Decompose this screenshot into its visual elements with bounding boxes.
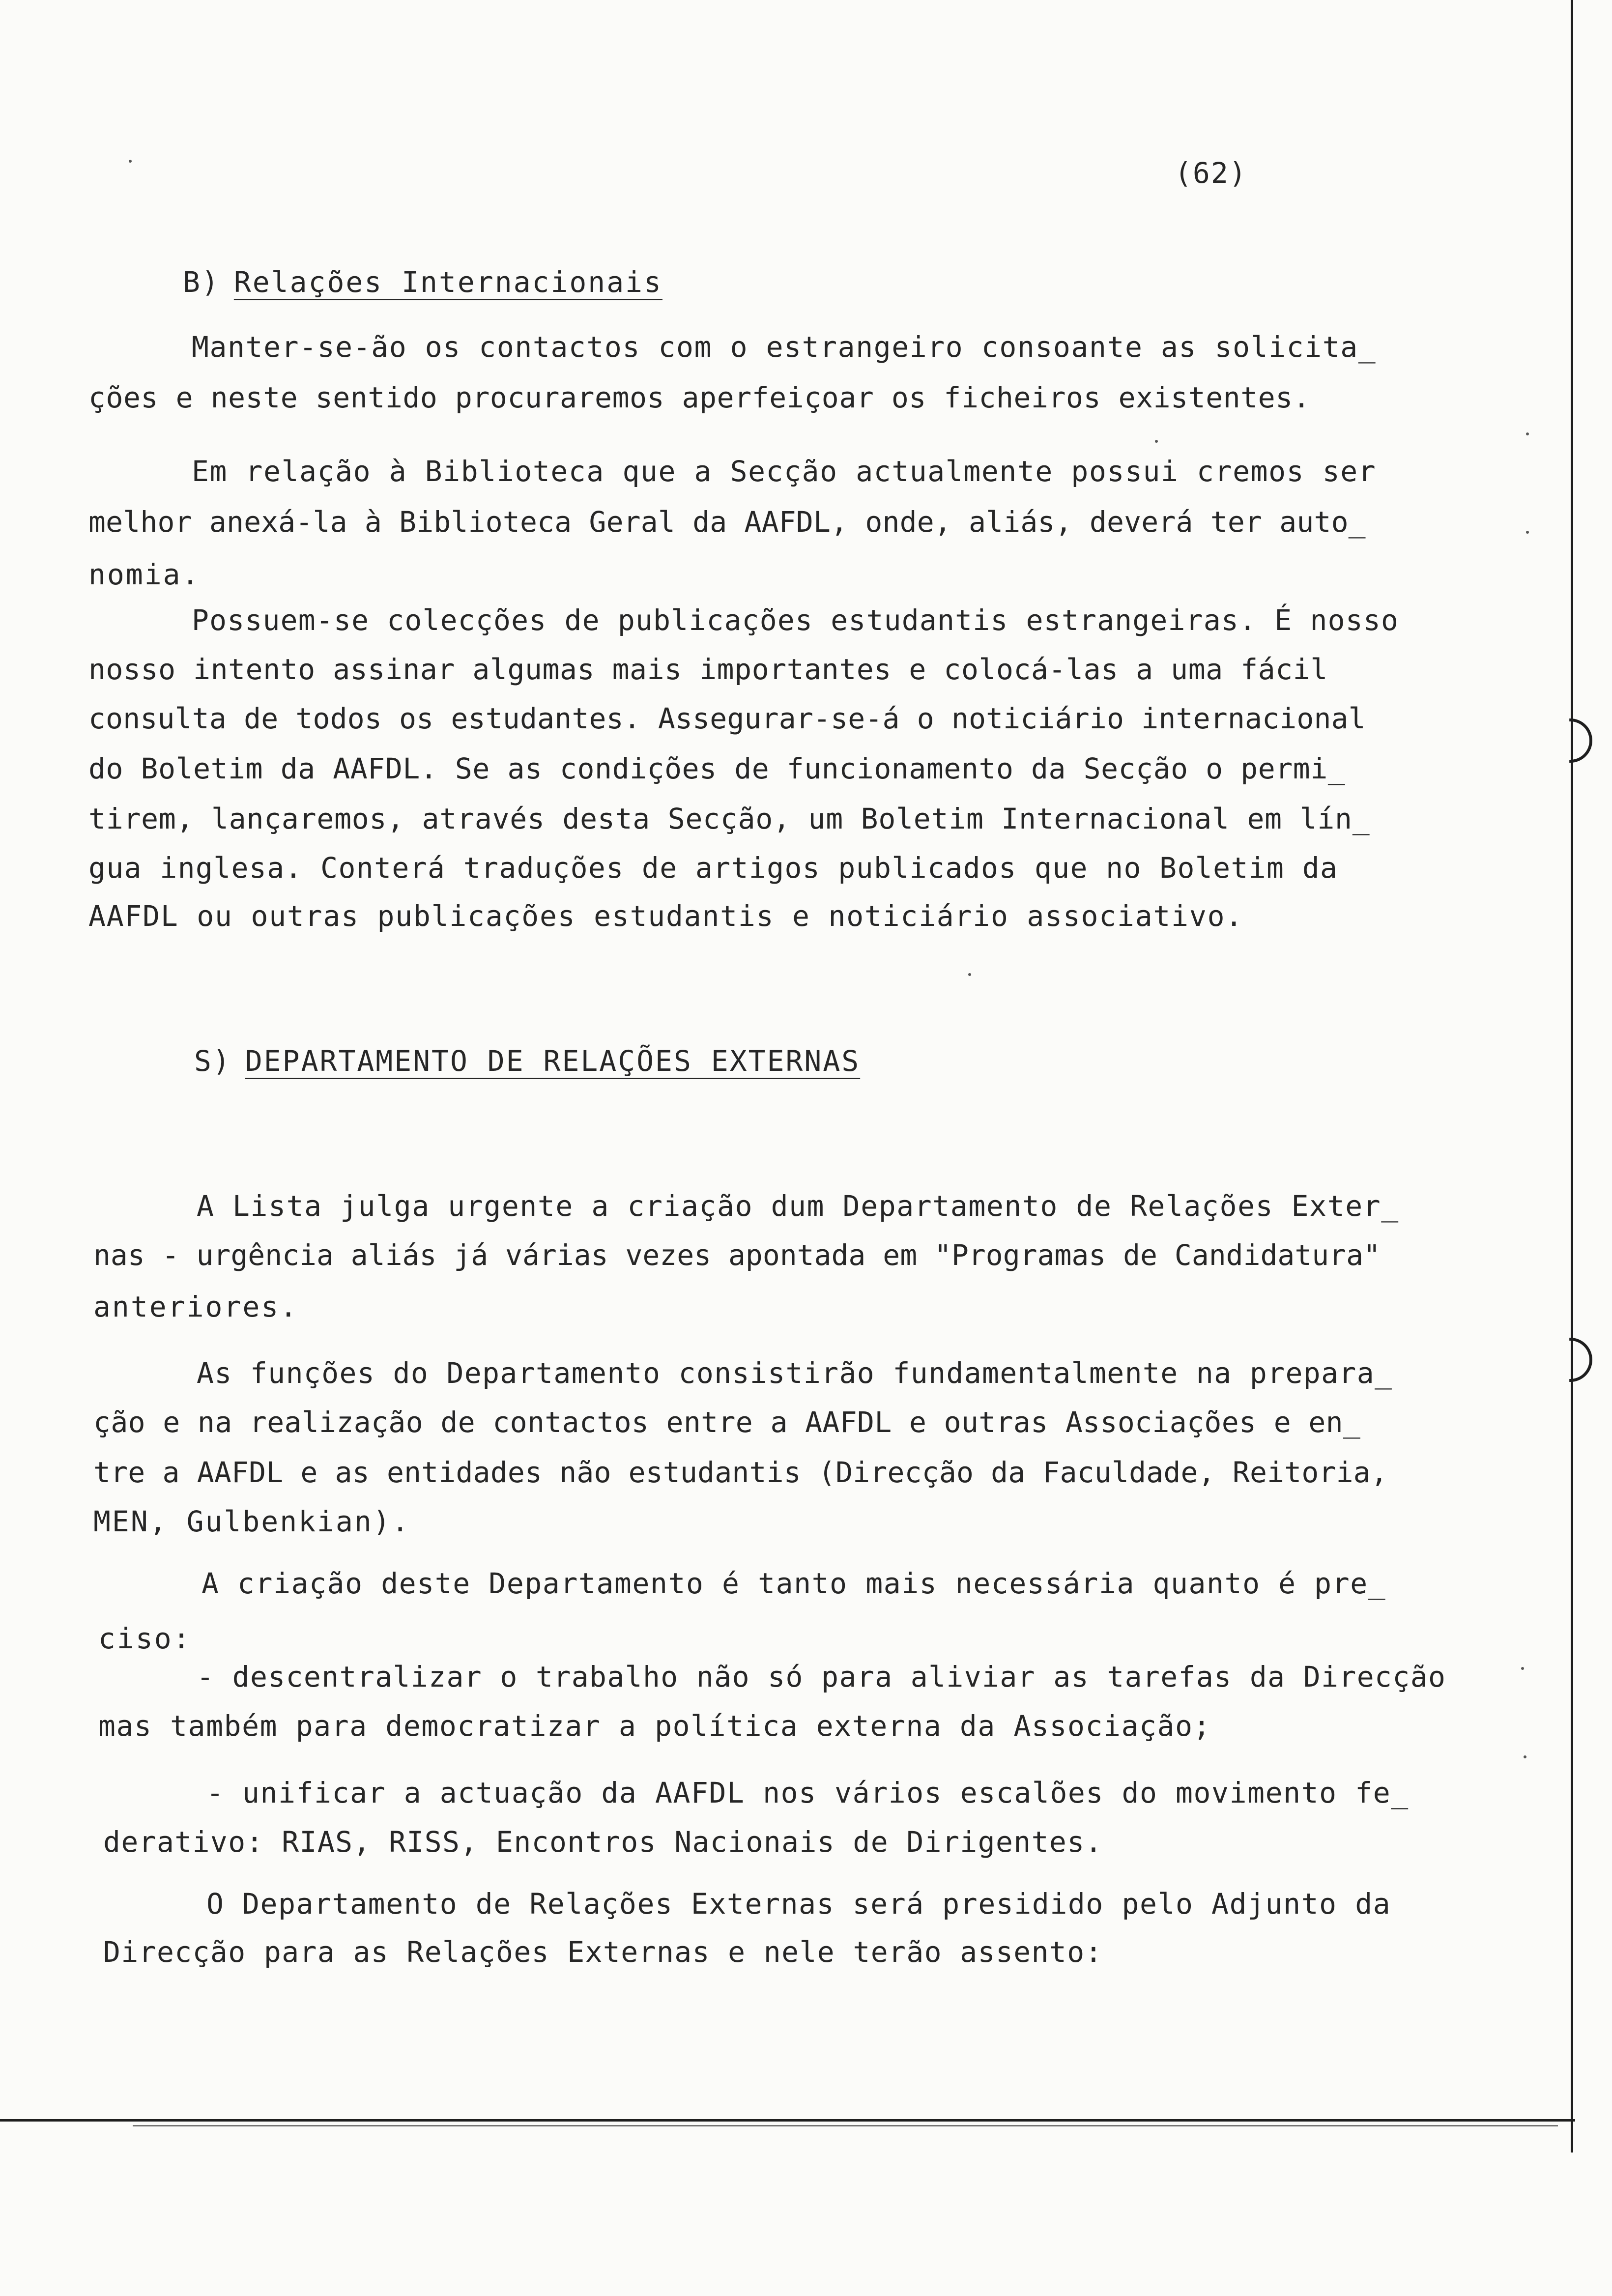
section-b-line-7: nosso intento assinar algumas mais importantes e colocá-las a uma fácil <box>88 653 1328 686</box>
section-b-line-11: gua inglesa. Conterá traduções de artigos publicados que no Boletim da <box>88 851 1338 885</box>
section-b-line-1: Manter-se-ão os contactos com o estrangeiro consoante as solicita_ <box>192 330 1377 364</box>
section-s-line-15: Direcção para as Relações Externas e nele terão assento: <box>103 1935 1103 1969</box>
section-b-line-5: nomia. <box>88 558 201 591</box>
section-s-line-11: mas também para democratizar a política externa da Associação; <box>98 1709 1211 1743</box>
section-s-line-13: derativo: RIAS, RISS, Encontros Nacionais de Dirigentes. <box>103 1825 1103 1859</box>
section-s-heading <box>194 1044 860 1078</box>
section-s-line-8: A criação deste Departamento é tanto mais necessária quanto é pre_ <box>202 1567 1386 1600</box>
section-s-line-14: O Departamento de Relações Externas será presidido pelo Adjunto da <box>206 1887 1391 1921</box>
section-s-marker: S) <box>194 1044 231 1078</box>
section-s-line-9: ciso: <box>98 1622 192 1655</box>
section-b-line-10: tirem, lançaremos, através desta Secção, um Boletim Internacional em lín_ <box>88 802 1370 835</box>
speck <box>1524 1755 1526 1758</box>
section-s-line-5: ção e na realização de contactos entre a AAFDL e outras Associações e en_ <box>93 1406 1361 1439</box>
section-s-line-3: anteriores. <box>93 1290 299 1323</box>
section-b-heading <box>183 265 662 299</box>
section-b-line-4: melhor anexá-la à Biblioteca Geral da AAFDL, onde, aliás, deverá ter auto_ <box>88 505 1366 539</box>
speck <box>1526 432 1529 435</box>
section-b-line-12: AAFDL ou outras publicações estudantis e noticiário associativo. <box>88 899 1244 933</box>
section-s-line-7: MEN, Gulbenkian). <box>93 1505 410 1538</box>
section-b-line-6: Possuem-se colecções de publicações estudantis estrangeiras. É nosso <box>192 603 1399 637</box>
section-b-title: Relações Internacionais <box>233 265 662 299</box>
section-s-line-1: A Lista julga urgente a criação dum Departamento de Relações Exter_ <box>197 1189 1399 1223</box>
section-s-line-4: As funções do Departamento consistirão fundamentalmente na prepara_ <box>197 1356 1393 1390</box>
section-b-line-8: consulta de todos os estudantes. Assegurar-se-á o noticiário internacional <box>88 702 1366 735</box>
page-number: (62) <box>1175 156 1247 190</box>
section-b-line-3: Em relação à Biblioteca que a Secção actualmente possui cremos ser <box>192 455 1377 488</box>
section-s-line-10: - descentralizar o trabalho não só para aliviar as tarefas da Direcção <box>197 1660 1446 1693</box>
section-b-line-2: ções e neste sentido procuraremos aperfeiçoar os ficheiros existentes. <box>88 381 1311 414</box>
right-margin-rule <box>1571 0 1573 2152</box>
binder-hole-upper <box>1548 718 1592 763</box>
section-s-title: DEPARTAMENTO DE RELAÇÕES EXTERNAS <box>245 1044 861 1078</box>
bottom-rule <box>0 2119 1575 2122</box>
speck <box>1521 1667 1524 1670</box>
section-s-line-12: - unificar a actuação da AAFDL nos vários escalões do movimento fe_ <box>206 1776 1409 1809</box>
section-s-line-6: tre a AAFDL e as entidades não estudantis (Direcção da Faculdade, Reitoria, <box>93 1456 1388 1489</box>
binder-hole-lower <box>1548 1338 1592 1382</box>
section-b-marker: B) <box>183 265 220 299</box>
speck <box>1526 531 1529 534</box>
speck <box>1155 440 1158 443</box>
speck <box>968 973 971 976</box>
section-s-line-2: nas - urgência aliás já várias vezes apontada em "Programas de Candidatura" <box>93 1238 1381 1272</box>
speck <box>129 160 132 163</box>
section-b-line-9: do Boletim da AAFDL. Se as condições de funcionamento da Secção o permi_ <box>88 752 1346 785</box>
bottom-rule-shadow <box>133 2125 1558 2126</box>
